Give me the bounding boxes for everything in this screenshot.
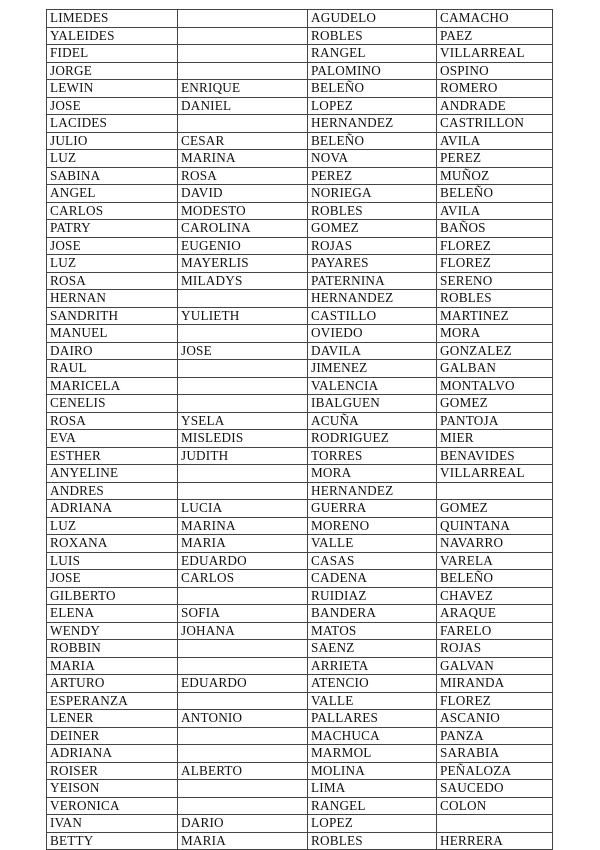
names-sheet — [46, 9, 552, 850]
second-surname-cell: COLON — [437, 797, 553, 815]
table-row — [47, 412, 553, 430]
second-surname-cell: MIER — [437, 430, 553, 448]
first-surname-cell: JIMENEZ — [308, 360, 437, 378]
first-name-cell: JULIO — [47, 132, 178, 150]
table-row — [47, 675, 553, 693]
first-surname-cell: PALLARES — [308, 710, 437, 728]
first-name-cell: BETTY — [47, 832, 178, 850]
second-name-cell: SOFIA — [178, 605, 308, 623]
table-row — [47, 535, 553, 553]
second-name-cell: DANIEL — [178, 97, 308, 115]
first-surname-cell: SAENZ — [308, 640, 437, 658]
first-surname-cell: RANGEL — [308, 45, 437, 63]
table-row — [47, 657, 553, 675]
table-row — [47, 377, 553, 395]
second-name-cell — [178, 797, 308, 815]
first-surname-cell: ROJAS — [308, 237, 437, 255]
first-name-cell: FIDEL — [47, 45, 178, 63]
table-row — [47, 62, 553, 80]
second-surname-cell: SARABIA — [437, 745, 553, 763]
first-surname-cell: TORRES — [308, 447, 437, 465]
second-surname-cell: PEÑALOZA — [437, 762, 553, 780]
second-surname-cell: MIRANDA — [437, 675, 553, 693]
table-row — [47, 465, 553, 483]
first-name-cell: CARLOS — [47, 202, 178, 220]
second-surname-cell: FLOREZ — [437, 237, 553, 255]
second-surname-cell: FARELO — [437, 622, 553, 640]
first-surname-cell: CADENA — [308, 570, 437, 588]
second-surname-cell: SERENO — [437, 272, 553, 290]
second-name-cell: EUGENIO — [178, 237, 308, 255]
second-surname-cell: HERRERA — [437, 832, 553, 850]
table-row — [47, 622, 553, 640]
second-name-cell: JUDITH — [178, 447, 308, 465]
first-surname-cell: HERNANDEZ — [308, 482, 437, 500]
first-surname-cell: MOLINA — [308, 762, 437, 780]
table-row — [47, 80, 553, 98]
first-name-cell: MARICELA — [47, 377, 178, 395]
first-surname-cell: LOPEZ — [308, 815, 437, 833]
first-surname-cell: NOVA — [308, 150, 437, 168]
first-name-cell: DAIRO — [47, 342, 178, 360]
second-surname-cell: PEREZ — [437, 150, 553, 168]
names-table — [46, 9, 553, 850]
second-surname-cell: GALVAN — [437, 657, 553, 675]
first-name-cell: JOSE — [47, 97, 178, 115]
second-surname-cell: GOMEZ — [437, 500, 553, 518]
first-surname-cell: BELEÑO — [308, 80, 437, 98]
first-name-cell: JOSE — [47, 237, 178, 255]
table-row — [47, 482, 553, 500]
table-row — [47, 167, 553, 185]
first-surname-cell: MARMOL — [308, 745, 437, 763]
table-row — [47, 97, 553, 115]
second-surname-cell: MARTINEZ — [437, 307, 553, 325]
first-surname-cell: AGUDELO — [308, 10, 437, 28]
second-surname-cell — [437, 482, 553, 500]
second-name-cell: CAROLINA — [178, 220, 308, 238]
first-surname-cell: HERNANDEZ — [308, 115, 437, 133]
first-surname-cell: RANGEL — [308, 797, 437, 815]
first-name-cell: LACIDES — [47, 115, 178, 133]
table-row — [47, 342, 553, 360]
first-name-cell: ESPERANZA — [47, 692, 178, 710]
first-surname-cell: LIMA — [308, 780, 437, 798]
table-row — [47, 762, 553, 780]
second-surname-cell: MUÑOZ — [437, 167, 553, 185]
table-row — [47, 360, 553, 378]
first-name-cell: ELENA — [47, 605, 178, 623]
second-surname-cell: VILLARREAL — [437, 45, 553, 63]
first-name-cell: MANUEL — [47, 325, 178, 343]
second-name-cell: EDUARDO — [178, 552, 308, 570]
second-surname-cell: BAÑOS — [437, 220, 553, 238]
first-name-cell: CENELIS — [47, 395, 178, 413]
second-surname-cell: VILLARREAL — [437, 465, 553, 483]
second-name-cell — [178, 727, 308, 745]
first-name-cell: YEISON — [47, 780, 178, 798]
second-surname-cell: FLOREZ — [437, 255, 553, 273]
first-surname-cell: PATERNINA — [308, 272, 437, 290]
first-surname-cell: MORA — [308, 465, 437, 483]
first-surname-cell: RODRIGUEZ — [308, 430, 437, 448]
table-row — [47, 587, 553, 605]
table-row — [47, 552, 553, 570]
first-name-cell: ARTURO — [47, 675, 178, 693]
second-name-cell: MARIA — [178, 535, 308, 553]
table-row — [47, 237, 553, 255]
second-surname-cell: SAUCEDO — [437, 780, 553, 798]
second-surname-cell: BELEÑO — [437, 570, 553, 588]
table-row — [47, 185, 553, 203]
second-name-cell — [178, 395, 308, 413]
first-surname-cell: VALLE — [308, 692, 437, 710]
first-name-cell: ANYELINE — [47, 465, 178, 483]
second-name-cell — [178, 325, 308, 343]
first-surname-cell: GOMEZ — [308, 220, 437, 238]
second-surname-cell: CHAVEZ — [437, 587, 553, 605]
second-surname-cell: CAMACHO — [437, 10, 553, 28]
table-row — [47, 710, 553, 728]
second-surname-cell: PAEZ — [437, 27, 553, 45]
second-name-cell: MARINA — [178, 517, 308, 535]
second-name-cell: DAVID — [178, 185, 308, 203]
second-name-cell: LUCIA — [178, 500, 308, 518]
second-name-cell: MISLEDIS — [178, 430, 308, 448]
first-name-cell: GILBERTO — [47, 587, 178, 605]
table-row — [47, 570, 553, 588]
table-row — [47, 290, 553, 308]
first-surname-cell: BELEÑO — [308, 132, 437, 150]
second-surname-cell: ROMERO — [437, 80, 553, 98]
first-surname-cell: ACUÑA — [308, 412, 437, 430]
first-name-cell: MARIA — [47, 657, 178, 675]
first-surname-cell: MORENO — [308, 517, 437, 535]
second-name-cell — [178, 745, 308, 763]
first-surname-cell: MACHUCA — [308, 727, 437, 745]
second-surname-cell: ROBLES — [437, 290, 553, 308]
second-surname-cell: PANZA — [437, 727, 553, 745]
second-surname-cell: CASTRILLON — [437, 115, 553, 133]
table-row — [47, 605, 553, 623]
first-name-cell: YALEIDES — [47, 27, 178, 45]
first-name-cell: SABINA — [47, 167, 178, 185]
table-row — [47, 640, 553, 658]
first-name-cell: LUZ — [47, 255, 178, 273]
first-name-cell: LIMEDES — [47, 10, 178, 28]
second-name-cell — [178, 360, 308, 378]
second-name-cell: YSELA — [178, 412, 308, 430]
second-name-cell: MARINA — [178, 150, 308, 168]
second-surname-cell: GONZALEZ — [437, 342, 553, 360]
first-surname-cell: VALLE — [308, 535, 437, 553]
first-surname-cell: IBALGUEN — [308, 395, 437, 413]
second-surname-cell: ASCANIO — [437, 710, 553, 728]
second-name-cell — [178, 482, 308, 500]
second-surname-cell — [437, 815, 553, 833]
first-surname-cell: PEREZ — [308, 167, 437, 185]
second-name-cell — [178, 657, 308, 675]
first-name-cell: ROSA — [47, 272, 178, 290]
table-row — [47, 325, 553, 343]
second-name-cell — [178, 377, 308, 395]
second-name-cell: YULIETH — [178, 307, 308, 325]
first-surname-cell: LOPEZ — [308, 97, 437, 115]
table-row — [47, 727, 553, 745]
first-name-cell: EVA — [47, 430, 178, 448]
second-name-cell: ROSA — [178, 167, 308, 185]
second-name-cell: ALBERTO — [178, 762, 308, 780]
first-name-cell: ADRIANA — [47, 500, 178, 518]
first-name-cell: ROXANA — [47, 535, 178, 553]
first-surname-cell: DAVILA — [308, 342, 437, 360]
first-name-cell: ROBBIN — [47, 640, 178, 658]
first-surname-cell: PALOMINO — [308, 62, 437, 80]
first-name-cell: ANGEL — [47, 185, 178, 203]
table-row — [47, 10, 553, 28]
second-surname-cell: OSPINO — [437, 62, 553, 80]
first-name-cell: ESTHER — [47, 447, 178, 465]
names-table-body — [47, 10, 553, 850]
first-name-cell: LENER — [47, 710, 178, 728]
first-surname-cell: BANDERA — [308, 605, 437, 623]
second-surname-cell: MORA — [437, 325, 553, 343]
first-name-cell: LUIS — [47, 552, 178, 570]
second-name-cell: MILADYS — [178, 272, 308, 290]
second-name-cell — [178, 27, 308, 45]
first-surname-cell: OVIEDO — [308, 325, 437, 343]
second-surname-cell: QUINTANA — [437, 517, 553, 535]
first-name-cell: ADRIANA — [47, 745, 178, 763]
second-name-cell: MAYERLIS — [178, 255, 308, 273]
first-name-cell: JORGE — [47, 62, 178, 80]
first-name-cell: JOSE — [47, 570, 178, 588]
second-name-cell — [178, 692, 308, 710]
second-name-cell: CARLOS — [178, 570, 308, 588]
first-name-cell: ANDRES — [47, 482, 178, 500]
first-surname-cell: ARRIETA — [308, 657, 437, 675]
table-row — [47, 832, 553, 850]
second-surname-cell: MONTALVO — [437, 377, 553, 395]
second-surname-cell: NAVARRO — [437, 535, 553, 553]
table-row — [47, 220, 553, 238]
second-surname-cell: FLOREZ — [437, 692, 553, 710]
first-surname-cell: ROBLES — [308, 27, 437, 45]
second-name-cell: JOHANA — [178, 622, 308, 640]
first-name-cell: DEINER — [47, 727, 178, 745]
table-row — [47, 517, 553, 535]
second-name-cell — [178, 45, 308, 63]
second-surname-cell: PANTOJA — [437, 412, 553, 430]
second-name-cell: EDUARDO — [178, 675, 308, 693]
table-row — [47, 45, 553, 63]
second-surname-cell: ARAQUE — [437, 605, 553, 623]
first-surname-cell: CASTILLO — [308, 307, 437, 325]
first-surname-cell: MATOS — [308, 622, 437, 640]
second-name-cell — [178, 465, 308, 483]
first-name-cell: WENDY — [47, 622, 178, 640]
second-surname-cell: ANDRADE — [437, 97, 553, 115]
first-name-cell: ROISER — [47, 762, 178, 780]
first-surname-cell: ROBLES — [308, 202, 437, 220]
second-name-cell — [178, 780, 308, 798]
first-name-cell: RAUL — [47, 360, 178, 378]
first-surname-cell: PAYARES — [308, 255, 437, 273]
table-row — [47, 780, 553, 798]
table-row — [47, 132, 553, 150]
second-name-cell: DARIO — [178, 815, 308, 833]
first-name-cell: PATRY — [47, 220, 178, 238]
table-row — [47, 150, 553, 168]
first-name-cell: ROSA — [47, 412, 178, 430]
first-surname-cell: CASAS — [308, 552, 437, 570]
first-surname-cell: ATENCIO — [308, 675, 437, 693]
second-name-cell — [178, 290, 308, 308]
first-surname-cell: RUIDIAZ — [308, 587, 437, 605]
table-row — [47, 272, 553, 290]
second-surname-cell: GALBAN — [437, 360, 553, 378]
second-surname-cell: GOMEZ — [437, 395, 553, 413]
second-name-cell: ENRIQUE — [178, 80, 308, 98]
first-surname-cell: VALENCIA — [308, 377, 437, 395]
table-row — [47, 27, 553, 45]
second-name-cell — [178, 10, 308, 28]
second-name-cell: MARIA — [178, 832, 308, 850]
second-surname-cell: VARELA — [437, 552, 553, 570]
table-row — [47, 745, 553, 763]
first-surname-cell: NORIEGA — [308, 185, 437, 203]
second-name-cell — [178, 640, 308, 658]
table-row — [47, 395, 553, 413]
second-surname-cell: BELEÑO — [437, 185, 553, 203]
first-name-cell: LUZ — [47, 517, 178, 535]
first-name-cell: VERONICA — [47, 797, 178, 815]
second-surname-cell: AVILA — [437, 132, 553, 150]
first-name-cell: LUZ — [47, 150, 178, 168]
second-name-cell: ANTONIO — [178, 710, 308, 728]
table-row — [47, 115, 553, 133]
second-name-cell: JOSE — [178, 342, 308, 360]
first-surname-cell: GUERRA — [308, 500, 437, 518]
second-name-cell — [178, 62, 308, 80]
second-surname-cell: BENAVIDES — [437, 447, 553, 465]
first-surname-cell: ROBLES — [308, 832, 437, 850]
first-name-cell: SANDRITH — [47, 307, 178, 325]
table-row — [47, 430, 553, 448]
table-row — [47, 500, 553, 518]
first-name-cell: HERNAN — [47, 290, 178, 308]
second-name-cell: MODESTO — [178, 202, 308, 220]
table-row — [47, 797, 553, 815]
table-row — [47, 255, 553, 273]
table-row — [47, 815, 553, 833]
table-row — [47, 202, 553, 220]
second-name-cell: CESAR — [178, 132, 308, 150]
table-row — [47, 692, 553, 710]
first-name-cell: IVAN — [47, 815, 178, 833]
first-surname-cell: HERNANDEZ — [308, 290, 437, 308]
second-surname-cell: AVILA — [437, 202, 553, 220]
first-name-cell: LEWIN — [47, 80, 178, 98]
second-name-cell — [178, 587, 308, 605]
table-row — [47, 307, 553, 325]
table-row — [47, 447, 553, 465]
second-surname-cell: ROJAS — [437, 640, 553, 658]
second-name-cell — [178, 115, 308, 133]
